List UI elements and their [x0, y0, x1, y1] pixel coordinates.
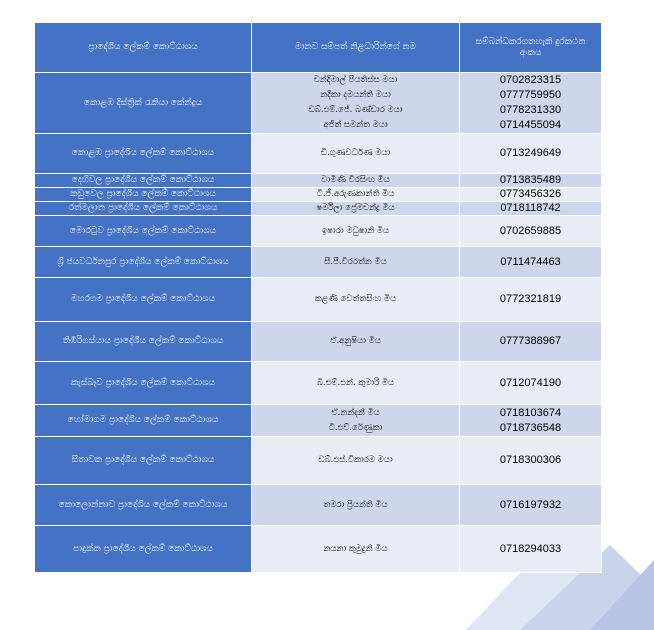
phone-number: 0712074190 — [460, 362, 602, 405]
office-name: රත්මලාන ප්‍රාදේශීය ලේකම් කොට්ඨාශය — [35, 202, 252, 216]
office-name: තිඹිරිගස්යාය ප්‍රාදේශීය ලේකම් කොට්ඨාශය — [35, 322, 252, 362]
officer-name: චන්දිමාල් පියතිස්ස මයා — [313, 75, 398, 85]
officer-name: ටී.ජී.අරුණකාන්ති මිය — [252, 188, 460, 202]
office-name: ශ්‍රී ජයවර්ධනපුර ප්‍රාදේශීය ලේකම් කොට්ඨාශය — [35, 247, 252, 278]
table-row — [35, 322, 602, 362]
office-name: මහරගම ප්‍රාදේශීය ලේකම් කොට්ඨාශය — [35, 278, 252, 322]
office-name: කොළඹ දිස්ත්‍රික් රැකියා කේන්ද්‍රය — [35, 73, 252, 134]
header-phone: සම්බන්ධකරගතහැකි දුරකථන අංකය — [460, 23, 602, 73]
table-row — [35, 278, 602, 322]
phone-number: 0772321819 — [460, 278, 602, 322]
table-row — [35, 405, 602, 437]
phone-number: 0713249649 — [460, 134, 602, 174]
table-row — [35, 437, 602, 485]
table-row — [35, 485, 602, 526]
office-name: කොලොන්නාව ප්‍රාදේශීය ලේකම් කොට්ඨාශය — [35, 485, 252, 526]
table-row — [35, 73, 602, 134]
officer-name: ටී.එච්.රේණුකා — [328, 422, 383, 433]
phone-number: 0718294033 — [460, 526, 602, 573]
officer-name: නයනා කුමුදුනි මිය — [252, 526, 460, 573]
officer-name: බී.එම්.එන්. කුමාරි මිය — [252, 362, 460, 405]
table-row — [35, 188, 602, 202]
phone-number: 0716197932 — [460, 485, 602, 526]
officer-name: සී.පී.වීරරත්න මිය — [252, 247, 460, 278]
phone-number: 0713835489 — [460, 174, 602, 188]
officer-name: චාමිණි විරසිංහ මිය — [252, 174, 460, 188]
header-office: ප්‍රාදේශීය ලේකම් කොට්ඨාශය — [35, 23, 252, 73]
table-row — [35, 134, 602, 174]
office-name: පාදුක්ක ප්‍රාදේශීය ලේකම් කොට්ඨාශය — [35, 526, 252, 573]
phone-number: 0718118742 — [460, 202, 602, 216]
officer-name: ෂර්මිලා ප්‍රේමචන්ද්‍ර මිය — [252, 202, 460, 216]
table-row — [35, 216, 602, 247]
table-row — [35, 247, 602, 278]
header-officer: මානව සම්පත් නිළධාරින්ගේ නම — [252, 23, 460, 73]
phone-number: 0702659885 — [460, 216, 602, 247]
phone-numbers — [460, 405, 602, 437]
phone-number: 0778231330 — [499, 104, 562, 116]
office-name: සීතාවක ප්‍රාදේශීය ලේකම් කොට්ඨාශය — [35, 437, 252, 485]
phone-number: 0777388967 — [460, 322, 602, 362]
table-row — [35, 202, 602, 216]
phone-numbers — [460, 73, 602, 134]
phone-number: 0718300306 — [460, 437, 602, 485]
officer-name: ඩබ්.එම්.ජේ. බණ්ඩාර මයා — [308, 105, 403, 115]
phone-number: 0718103674 — [499, 406, 562, 419]
contacts-table — [34, 22, 602, 573]
table-row — [35, 362, 602, 405]
officer-name: ඩබ්.එස්.වීකාරම මයා — [252, 437, 460, 485]
phone-number: 0773456326 — [460, 188, 602, 202]
office-name: දෙහිවල ප්‍රාදේශීය ලේකම් කොට්ඨාශය — [35, 174, 252, 188]
officer-name: අජිත් සමන්ත මයා — [323, 120, 388, 130]
phone-number: 0711474463 — [460, 247, 602, 278]
officer-name: නදීකා දමයන්ති මයා — [320, 90, 391, 100]
table-row — [35, 174, 602, 188]
phone-number: 0714455094 — [499, 119, 562, 131]
header-row — [35, 23, 602, 73]
officer-name: ඩී.ගුණවර්ධණ මයා — [252, 134, 460, 174]
officer-names — [252, 405, 460, 437]
officer-name: ඉෂාරා මධුෂානි මිය — [252, 216, 460, 247]
officer-name: ඒ.නන්දනී මිය — [331, 407, 380, 418]
phone-number: 0702823315 — [499, 74, 562, 86]
table-row — [35, 526, 602, 573]
office-name: මොරටුව ප්‍රාදේශීය ලේකම් කොට්ඨාශය — [35, 216, 252, 247]
office-name: කඩුවෙල ප්‍රාදේශීය ලේකම් කොට්ඨාශය — [35, 188, 252, 202]
officer-names — [252, 73, 460, 134]
office-name: කොළඹ ප්‍රාදේශීය ලේකම් කොට්ඨාශය — [35, 134, 252, 174]
office-name: කැස්බෑව ප්‍රාදේශීය ලේකම් කොට්ඨාශය — [35, 362, 252, 405]
phone-number: 0777759950 — [499, 89, 562, 101]
officer-name: තමරා ප්‍රියන්ති මිය — [252, 485, 460, 526]
officer-name: කළණි වෙත්තසිංහ මිය — [252, 278, 460, 322]
office-name: හෝමාගම ප්‍රාදේශීය ලේකම් කොට්ඨාශය — [35, 405, 252, 437]
officer-name: ඒ.අනුෂියා මිය — [252, 322, 460, 362]
phone-number: 0718736548 — [499, 421, 562, 434]
